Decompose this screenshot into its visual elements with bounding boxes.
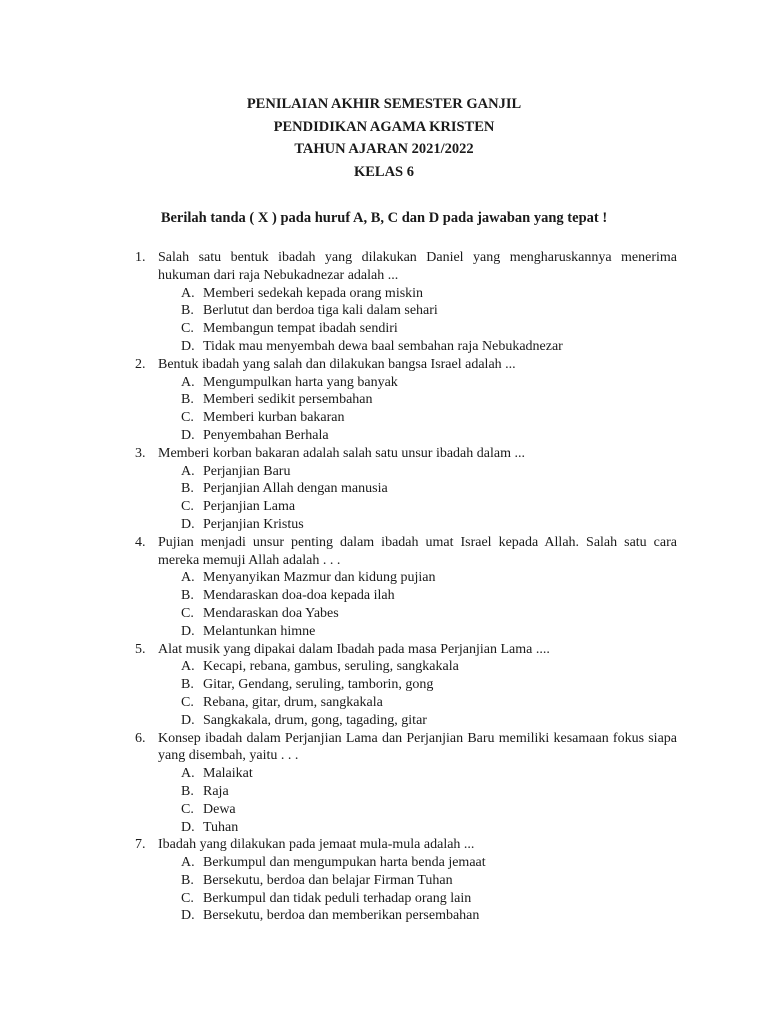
- option-d[interactable]: [158, 819, 677, 837]
- option-letter: B.: [181, 392, 194, 408]
- question-number: 3.: [135, 445, 146, 461]
- question-number: 4.: [135, 534, 146, 550]
- option-list: [158, 374, 677, 445]
- option-letter: C.: [181, 410, 194, 426]
- header-academic-year: TAHUN AJARAN 2021/2022: [294, 141, 474, 157]
- option-text: Memberi sedikit persembahan: [203, 392, 373, 408]
- option-c[interactable]: [158, 605, 677, 623]
- option-b[interactable]: [158, 302, 677, 320]
- option-text: Berkumpul dan tidak peduli terhadap orang lain: [203, 890, 472, 906]
- option-text: Raja: [203, 783, 229, 799]
- option-b[interactable]: [158, 676, 677, 694]
- option-letter: A.: [181, 659, 195, 675]
- option-letter: D.: [181, 516, 195, 532]
- option-list: [158, 658, 677, 729]
- option-letter: B.: [181, 783, 194, 799]
- option-list: [158, 285, 677, 356]
- option-c[interactable]: [158, 498, 677, 516]
- option-letter: D.: [181, 908, 195, 924]
- option-b[interactable]: [158, 783, 677, 801]
- instruction-text: Berilah tanda ( X ) pada huruf A, B, C dan D pada jawaban yang tepat !: [160, 210, 608, 226]
- header-class: KELAS 6: [353, 163, 415, 180]
- option-text: Tidak mau menyembah dewa baal sembahan raja Nebukadnezar: [203, 338, 563, 354]
- option-letter: A.: [181, 855, 195, 871]
- option-b[interactable]: [158, 391, 677, 409]
- option-text: Perjanjian Kristus: [203, 516, 304, 532]
- question-text: Ibadah yang dilakukan pada jemaat mula-mula adalah ...: [158, 837, 475, 853]
- option-c[interactable]: [158, 801, 677, 819]
- option-a[interactable]: [158, 765, 677, 783]
- option-d[interactable]: [158, 623, 677, 641]
- option-b[interactable]: [158, 872, 677, 890]
- option-text: Berkumpul dan mengumpukan harta benda jemaat: [203, 855, 486, 871]
- option-letter: C.: [181, 801, 194, 817]
- question-text: Pujian menjadi unsur penting dalam ibadah umat Israel kepada Allah. Salah satu cara mereka memuji Allah adalah . . .: [158, 534, 677, 568]
- option-text: Gitar, Gendang, seruling, tamborin, gong: [203, 677, 434, 693]
- question-number: 6.: [135, 730, 146, 746]
- option-letter: D.: [181, 712, 195, 728]
- option-text: Kecapi, rebana, gambus, seruling, sangkakala: [203, 659, 459, 675]
- option-letter: C.: [181, 890, 194, 906]
- option-letter: B.: [181, 872, 194, 888]
- option-list: [158, 854, 677, 925]
- option-text: Membangun tempat ibadah sendiri: [203, 321, 398, 337]
- option-text: Tuhan: [203, 819, 239, 835]
- question-text: Konsep ibadah dalam Perjanjian Lama dan Perjanjian Baru memiliki kesamaan fokus siapa yang disembah, yaitu . . .: [158, 730, 677, 764]
- option-a[interactable]: [158, 374, 677, 392]
- option-text: Mendaraskan doa-doa kepada ilah: [203, 588, 395, 604]
- exam-header: [0, 93, 768, 183]
- option-c[interactable]: [158, 409, 677, 427]
- option-letter: A.: [181, 766, 195, 782]
- option-letter: D.: [181, 623, 195, 639]
- option-list: [158, 569, 677, 640]
- option-text: Melantunkan himne: [203, 623, 316, 639]
- option-d[interactable]: [158, 712, 677, 730]
- option-a[interactable]: [158, 463, 677, 481]
- option-letter: A.: [181, 463, 195, 479]
- option-d[interactable]: [158, 516, 677, 534]
- header-subject: PENDIDIKAN AGAMA KRISTEN: [273, 118, 495, 135]
- question-text: Salah satu bentuk ibadah yang dilakukan Daniel yang mengharuskannya menerima hukuman dari raja Nebukadnezar adalah ...: [158, 250, 677, 283]
- option-d[interactable]: [158, 907, 677, 925]
- option-c[interactable]: [158, 890, 677, 908]
- question-1: [135, 249, 677, 356]
- question-7: [135, 836, 677, 925]
- question-text: Alat musik yang dipakai dalam Ibadah pada masa Perjanjian Lama ....: [158, 641, 550, 657]
- option-d[interactable]: [158, 427, 677, 445]
- option-text: Bersekutu, berdoa dan memberikan persembahan: [203, 908, 480, 924]
- option-text: Sangkakala, drum, gong, tagading, gitar: [203, 712, 427, 728]
- option-list: [158, 765, 677, 836]
- question-text: Memberi korban bakaran adalah salah satu unsur ibadah dalam ...: [158, 445, 525, 461]
- question-number: 7.: [135, 837, 146, 853]
- option-b[interactable]: [158, 480, 677, 498]
- question-number: 2.: [135, 356, 146, 372]
- question-2: [135, 356, 677, 445]
- question-6: [135, 730, 677, 837]
- option-letter: B.: [181, 481, 194, 497]
- option-a[interactable]: [158, 658, 677, 676]
- option-c[interactable]: [158, 694, 677, 712]
- option-text: Mengumpulkan harta yang banyak: [203, 374, 398, 390]
- question-number: 1.: [135, 250, 146, 265]
- option-letter: D.: [181, 338, 195, 354]
- option-text: Mendaraskan doa Yabes: [203, 605, 339, 621]
- option-text: Dewa: [203, 801, 236, 817]
- option-d[interactable]: [158, 338, 677, 356]
- option-text: Perjanjian Baru: [203, 463, 291, 479]
- option-text: Memberi sedekah kepada orang miskin: [203, 285, 424, 301]
- option-letter: A.: [181, 285, 195, 301]
- question-3: [135, 445, 677, 534]
- option-text: Penyembahan Berhala: [203, 427, 329, 443]
- question-number: 5.: [135, 641, 146, 657]
- question-text: Bentuk ibadah yang salah dan dilakukan bangsa Israel adalah ...: [158, 356, 516, 372]
- option-list: [158, 463, 677, 534]
- question-5: [135, 641, 677, 730]
- option-letter: C.: [181, 499, 194, 515]
- question-4: [135, 534, 677, 641]
- option-letter: B.: [181, 588, 194, 604]
- option-letter: D.: [181, 427, 195, 443]
- option-b[interactable]: [158, 587, 677, 605]
- option-text: Menyanyikan Mazmur dan kidung pujian: [203, 570, 436, 586]
- option-text: Memberi kurban bakaran: [203, 410, 345, 426]
- option-letter: C.: [181, 605, 194, 621]
- header-title: PENILAIAN AKHIR SEMESTER GANJIL: [246, 96, 522, 112]
- option-a[interactable]: [158, 854, 677, 872]
- option-text: Bersekutu, berdoa dan belajar Firman Tuhan: [203, 872, 453, 888]
- option-letter: A.: [181, 570, 195, 586]
- option-letter: A.: [181, 374, 195, 390]
- option-c[interactable]: [158, 320, 677, 338]
- option-text: Malaikat: [203, 766, 253, 782]
- question-list: [135, 249, 677, 925]
- option-text: Berlutut dan berdoa tiga kali dalam sehari: [203, 303, 438, 319]
- option-letter: B.: [181, 677, 194, 693]
- option-letter: D.: [181, 819, 195, 835]
- option-letter: C.: [181, 694, 194, 710]
- option-a[interactable]: [158, 285, 677, 303]
- option-letter: B.: [181, 303, 194, 319]
- option-text: Perjanjian Lama: [203, 499, 296, 515]
- option-letter: C.: [181, 321, 194, 337]
- option-a[interactable]: [158, 569, 677, 587]
- option-text: Perjanjian Allah dengan manusia: [203, 481, 388, 497]
- option-text: Rebana, gitar, drum, sangkakala: [203, 694, 383, 710]
